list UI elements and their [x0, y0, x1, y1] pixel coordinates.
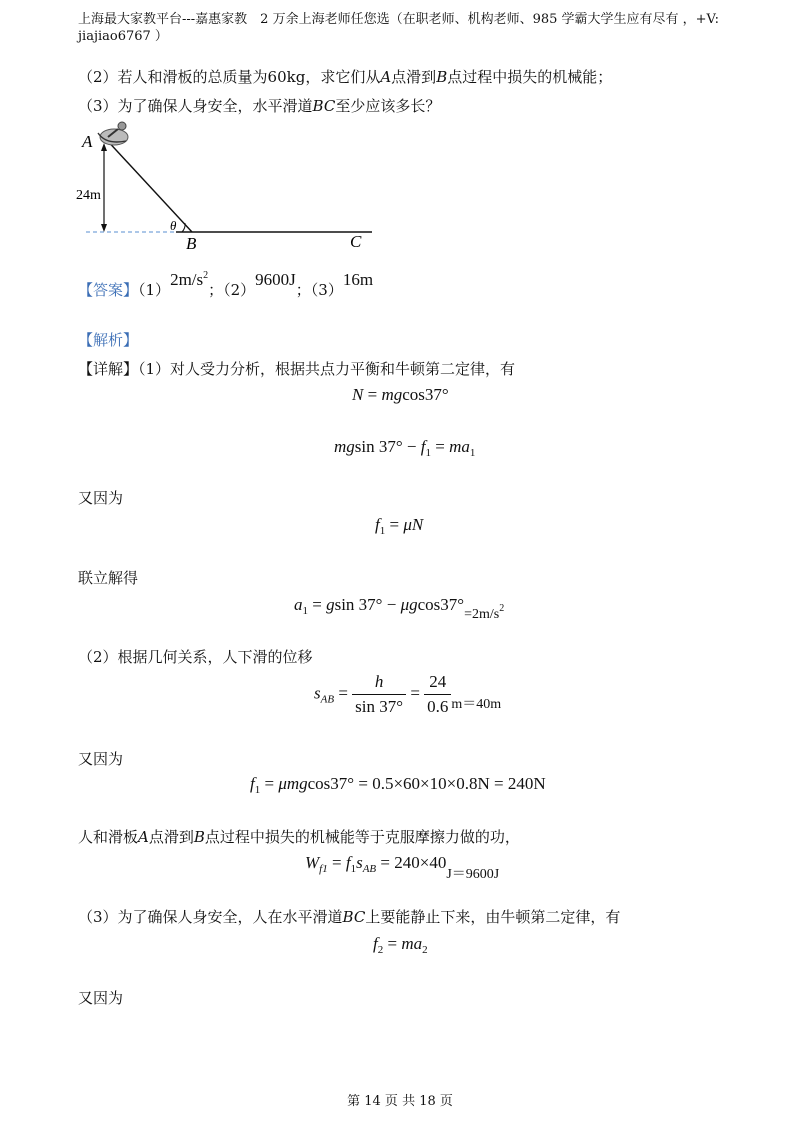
label-c: C — [350, 232, 362, 251]
question-2: （2）若人和滑板的总质量为60kg，求它们从A点滑到B点过程中损失的机械能； — [78, 68, 613, 86]
answer-tag: 【答案】 — [78, 281, 139, 299]
text-you-yin-wei-2: 又因为 — [78, 750, 124, 768]
text-lian-li: 联立解得 — [78, 569, 139, 587]
skier-icon — [98, 122, 128, 145]
incline-track — [104, 137, 192, 232]
equation-friction: $f_1 = \mu N$ — [375, 515, 424, 537]
answer-1: $2m/s^2$ — [170, 270, 209, 289]
text-you-yin-wei-1: 又因为 — [78, 489, 124, 507]
equation-displacement: $s_{AB}$ = $\frac{h}{\sin 37^\circ}$ = $\frac{24}{0.6}$ $_{m=40m}$ — [314, 672, 502, 716]
answer-3: 16m — [342, 270, 374, 289]
equation-newton-horizontal: $f_2 = ma_2$ — [373, 934, 428, 956]
header-line-1: 上海最大家教平台---嘉惠家教 2 万余上海老师任您选（在职老师、机构老师、985 学霸大学生应有尽有 ，+V: — [78, 12, 720, 27]
text-you-yin-wei-3: 又因为 — [78, 989, 124, 1007]
text-energy-loss: 人和滑板A点滑到B点过程中损失的机械能等于克服摩擦力做的功， — [78, 828, 520, 846]
text-part-3: （3）为了确保人身安全，人在水平滑道BC上要能静止下来，由牛顿第二定律，有 — [78, 908, 621, 926]
analysis-tag: 【解析】 — [78, 331, 139, 349]
height-label: 24m — [76, 188, 101, 203]
question-3: （3）为了确保人身安全，水平滑道BC至少应该多长？ — [78, 97, 441, 115]
detail-line: 【详解】（1）对人受力分析，根据共点力平衡和牛顿第二定律，有 — [78, 360, 516, 378]
angle-arc — [182, 223, 185, 232]
equation-normal-force: N = mgcos37° — [352, 385, 449, 404]
page-footer: 第 14 页 共 18 页 — [347, 1094, 453, 1109]
page-header — [78, 11, 719, 45]
equation-acceleration: $a_1 = gsin$ $37^\circ - \mu gcos37^\circ_{=2m/s}^2$ — [294, 595, 505, 622]
equation-work: $W_{f1} = f_1s_{AB} = 240\times 40_{J=9600J}$ — [305, 853, 500, 882]
angle-label: θ — [170, 218, 177, 233]
equation-friction-value: $f_1 = \mu mgcos37^\circ = 0.5\times 60\times 10\times 0.8N = 240N$ — [250, 774, 546, 796]
label-a: A — [82, 132, 93, 151]
equation-newton-incline: mgsin $37^\circ - f_1 = ma_1$ — [334, 437, 476, 459]
header-line-2: jiajiao6767 ） — [78, 29, 168, 44]
detail-tag: 【详解】 — [78, 360, 139, 378]
answer-line: 【答案】$(1)2m/s^2$；（2）9600J；（3）16m — [78, 270, 374, 299]
answer-2: 9600J — [255, 270, 296, 289]
label-b: B — [186, 234, 197, 253]
text-part-2: （2）根据几何关系，人下滑的位移 — [78, 648, 313, 666]
slope-diagram — [70, 115, 390, 255]
